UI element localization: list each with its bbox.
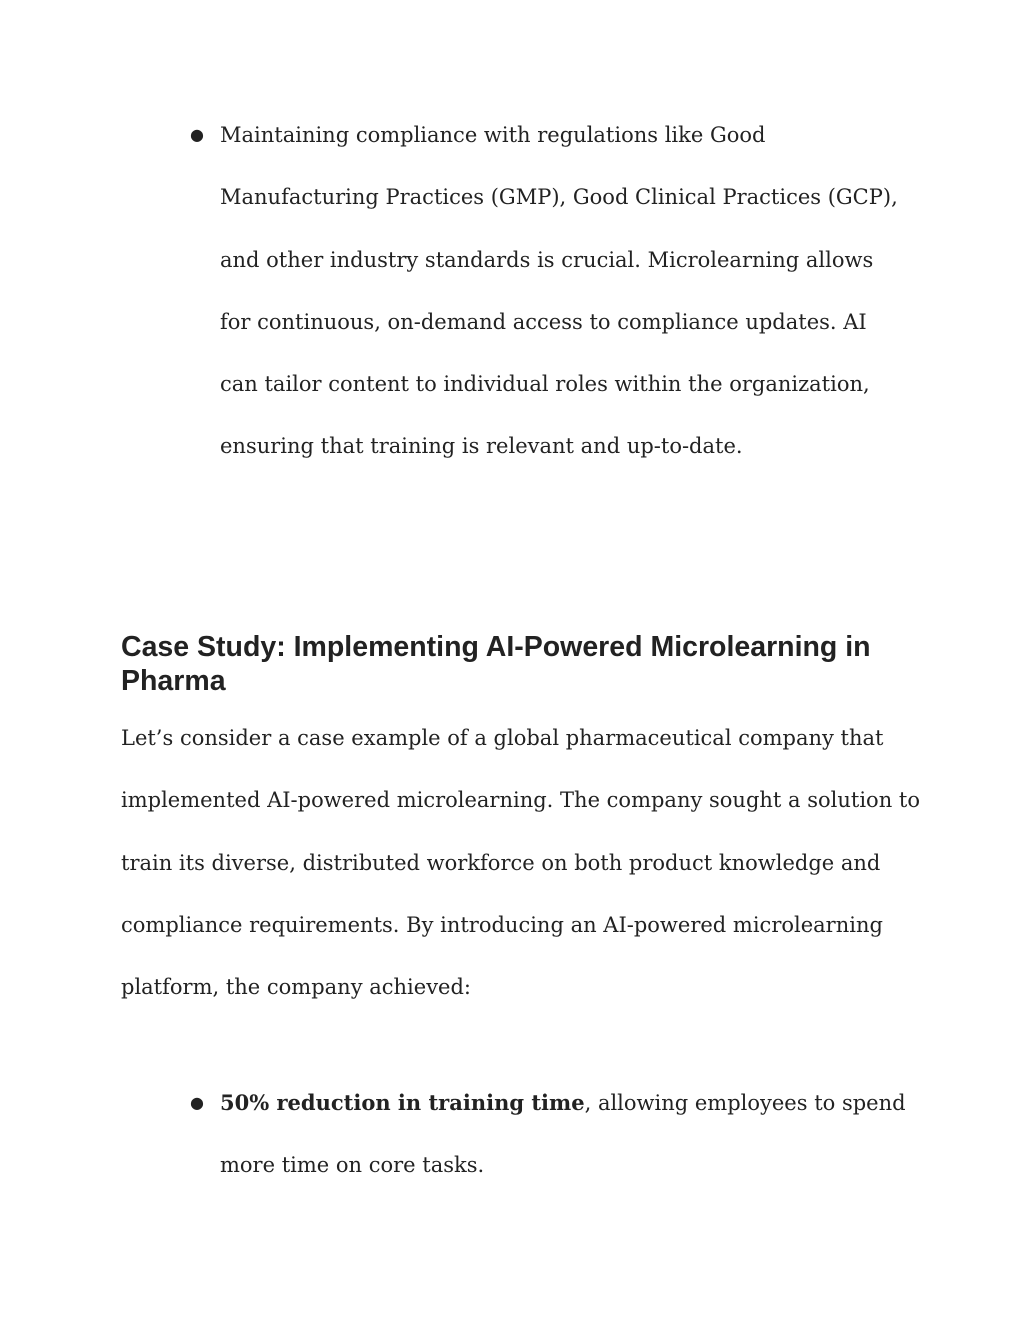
section-heading: Case Study: Implementing AI-Powered Microlearning in Pharma [121, 631, 871, 697]
bullet-rest: , allowing employees to spend more time on core tasks. [220, 1091, 906, 1178]
bullet-text-training-time [220, 1072, 910, 1197]
bullet-glyph: ● [190, 1093, 204, 1112]
case-study-paragraph: Let’s consider a case example of a global pharmaceutical company that implemented AI-powered microlearning. The company sought a solution to train its diverse, distributed workforce on both product knowledge and compliance requirements. By introducing an AI-powered microlearning platform, the company achieved: [121, 726, 920, 1000]
bullet-text-compliance: Maintaining compliance with regulations like Good Manufacturing Practices (GMP), Good Clinical Practices (GCP), and other industry standards is crucial. Microlearning allows for continuous, on-demand access to compliance updates. AI can tailor content to individual roles within the organization, ensuring that training is relevant and up-to-date. [220, 123, 898, 459]
bullet-glyph: ● [190, 125, 204, 144]
bullet-emphasis: 50% reduction in training time [220, 1090, 585, 1115]
